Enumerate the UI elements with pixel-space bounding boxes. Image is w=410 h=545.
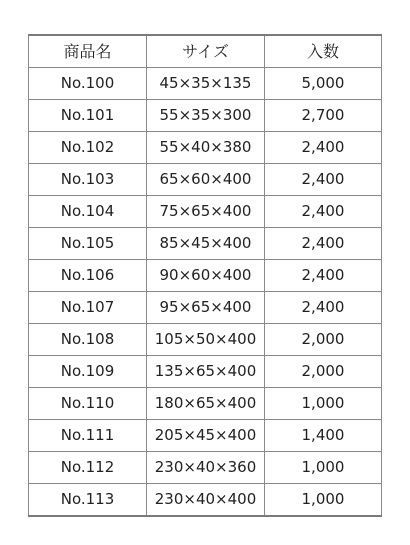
product-name-cell: No.109	[29, 356, 147, 388]
size-cell: 95×65×400	[147, 292, 265, 324]
header-row	[29, 35, 382, 68]
table-row	[29, 132, 382, 164]
table-row	[29, 260, 382, 292]
quantity-cell: 2,400	[265, 164, 382, 196]
size-cell: 75×65×400	[147, 196, 265, 228]
size-cell: 230×40×360	[147, 452, 265, 484]
quantity-cell: 2,000	[265, 356, 382, 388]
quantity-cell: 2,000	[265, 324, 382, 356]
product-name-cell: No.101	[29, 100, 147, 132]
size-cell: 65×60×400	[147, 164, 265, 196]
quantity-cell: 1,000	[265, 388, 382, 420]
size-cell: 230×40×400	[147, 484, 265, 517]
size-cell: 45×35×135	[147, 68, 265, 100]
size-cell: 85×45×400	[147, 228, 265, 260]
size-cell: 135×65×400	[147, 356, 265, 388]
table-row	[29, 324, 382, 356]
quantity-cell: 2,400	[265, 292, 382, 324]
quantity-cell: 2,400	[265, 260, 382, 292]
table-row	[29, 452, 382, 484]
product-name-cell: No.108	[29, 324, 147, 356]
product-name-cell: No.102	[29, 132, 147, 164]
table-row	[29, 484, 382, 517]
size-cell: 55×35×300	[147, 100, 265, 132]
quantity-cell: 2,700	[265, 100, 382, 132]
quantity-cell: 2,400	[265, 132, 382, 164]
product-name-cell: No.104	[29, 196, 147, 228]
header-quantity: 入数	[265, 35, 382, 68]
quantity-cell: 2,400	[265, 196, 382, 228]
product-name-cell: No.100	[29, 68, 147, 100]
size-cell: 180×65×400	[147, 388, 265, 420]
product-name-cell: No.112	[29, 452, 147, 484]
table-row	[29, 356, 382, 388]
product-table	[28, 34, 382, 517]
quantity-cell: 1,000	[265, 452, 382, 484]
table-row	[29, 100, 382, 132]
product-name-cell: No.103	[29, 164, 147, 196]
header-product-name: 商品名	[29, 35, 147, 68]
table-row	[29, 68, 382, 100]
product-name-cell: No.111	[29, 420, 147, 452]
quantity-cell: 5,000	[265, 68, 382, 100]
product-name-cell: No.105	[29, 228, 147, 260]
product-name-cell: No.113	[29, 484, 147, 517]
size-cell: 55×40×380	[147, 132, 265, 164]
table-row	[29, 196, 382, 228]
quantity-cell: 2,400	[265, 228, 382, 260]
table-row	[29, 292, 382, 324]
size-cell: 105×50×400	[147, 324, 265, 356]
table-row	[29, 420, 382, 452]
product-name-cell: No.107	[29, 292, 147, 324]
quantity-cell: 1,000	[265, 484, 382, 517]
table-row	[29, 164, 382, 196]
product-name-cell: No.106	[29, 260, 147, 292]
table-row	[29, 228, 382, 260]
size-cell: 205×45×400	[147, 420, 265, 452]
product-name-cell: No.110	[29, 388, 147, 420]
table-row	[29, 388, 382, 420]
header-size: サイズ	[147, 35, 265, 68]
quantity-cell: 1,400	[265, 420, 382, 452]
size-cell: 90×60×400	[147, 260, 265, 292]
